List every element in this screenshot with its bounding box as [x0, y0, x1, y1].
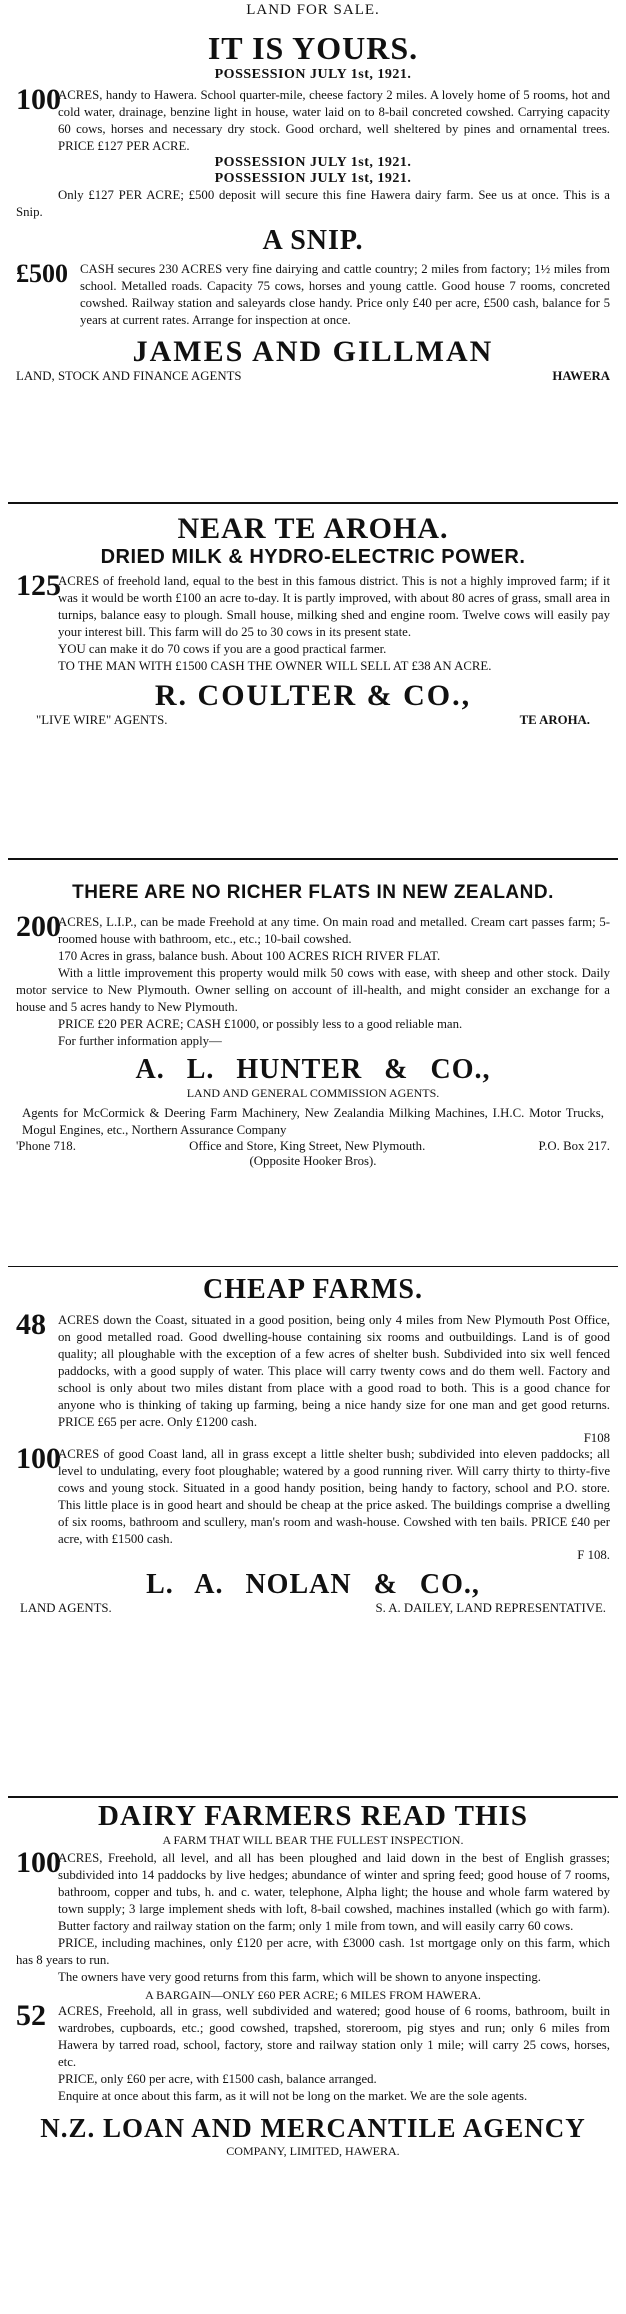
agent-footer — [16, 1601, 610, 1616]
ad-paragraph: 170 Acres in grass, balance bush. About 100 ACRES RICH RIVER FLAT. — [58, 949, 441, 963]
listing-number: 125 — [16, 569, 61, 602]
listing-text: ACRES, handy to Hawera. School quarter-mile, cheese factory 2 miles. A lovely home of 5 rooms, hot and cold water, drainage, benzine light in house, water laid on to 8-bail concreted cowshed. Carrying capacity 60 cows, horses and necessary dry stock. Good orchard, well sheltered by pines and ornamental trees. PRICE £127 PER ACRE. — [58, 88, 610, 153]
divider — [8, 1266, 618, 1267]
listing-100-acres — [16, 83, 610, 155]
ad-paragraph: For further information apply— — [58, 1034, 222, 1048]
ad-headline: DAIRY FARMERS READ THIS — [98, 1800, 528, 1832]
agent-name: N.Z. LOAN AND MERCANTILE AGENCY — [40, 2113, 586, 2143]
listing-text: ACRES, Freehold, all level, and all has been ploughed and laid down in the best of English grasses; subdivided into 14 paddocks by live hedges; abundance of winter and spring feed; good house of 7 rooms, bathroom, copper and tubs, h. and c. water, telephone, Alpha light; the house and whole farm watered by town supply; 3 large implement sheds with loft, 8-bail cowshed, machines installed (which go with farm). Butter factory and railway station on the farm; only 1 mile from town, and will easily carry 60 cows. — [58, 1851, 610, 1933]
possession-line: POSSESSION JULY 1st, 1921. — [214, 155, 412, 170]
ad-headline: NEAR TE AROHA. — [177, 512, 449, 545]
bargain-line: A BARGAIN—ONLY £60 PER ACRE; 6 MILES FROM HAWERA. — [145, 1988, 481, 2002]
agent-line: LAND AND GENERAL COMMISSION AGENTS. — [186, 1086, 440, 1100]
divider — [8, 502, 618, 504]
agent-name: L. A. NOLAN & CO., — [146, 1569, 480, 1600]
listing-number: 100 — [16, 1442, 61, 1475]
listing-text: ACRES, Freehold, all in grass, well subdivided and watered; good house of 6 rooms, bathroom, built in wardrobes, cupboards, etc.; good cowshed, trapshed, storeroom, pig styes and run; only 6 miles from Hawera by tarred road, school, factory, store and railway station only 1 mile; will carry 25 cows, horses, etc. — [58, 2004, 610, 2069]
divider — [8, 858, 618, 860]
ad-paragraph: The owners have very good returns from this farm, which will be shown to anyone inspecting. — [58, 1970, 541, 1984]
listing-ref: F 108. — [577, 1548, 610, 1562]
listing-text: ACRES down the Coast, situated in a good position, being only 4 miles from New Plymouth Post Office, on good metalled road. Good dwelling-house containing six rooms and outbuildings. Land is of good quality; all ploughable with the exception of a few acres of shelter bush. Subdivided into six well fenced paddocks, with a good supply of water. This place will carry twenty cows and do them well. Factory and school is only about two miles distant from place with a good road to both. This is a good chance for anyone who is thinking of taking up farming, being a nice handy size for one man and get good returns. PRICE £65 per acre. Only £1200 cash. — [58, 1313, 610, 1429]
listing-text: CASH secures 230 ACRES very fine dairying and cattle country; 2 miles from factory; 1½ miles from school. Metalled roads. Capacity 75 cows, horses and young cattle. Good house 7 rooms, concreted cowshed. Railway station and saleyards close handy. Price only £40 per acre, £500 cash, balance for 5 years at current rates. Arrange for inspection at once. — [80, 262, 610, 327]
ad-richer-flats — [0, 882, 626, 1169]
snip-headline: A SNIP. — [262, 225, 364, 256]
ad-headline: THERE ARE NO RICHER FLATS IN NEW ZEALAND. — [72, 882, 554, 903]
listing-ref: F108 — [583, 1431, 610, 1445]
agent-left: LAND AGENTS. — [20, 1601, 112, 1615]
agent-contact — [16, 1139, 610, 1154]
agent-name: A. L. HUNTER & CO., — [135, 1054, 491, 1085]
listing-125-acres — [16, 569, 610, 641]
ad-headline: CHEAP FARMS. — [203, 1274, 423, 1305]
po-box: P.O. Box 217. — [538, 1139, 610, 1153]
listing-text: ACRES of freehold land, equal to the best in this famous district. This is not a highly improved farm; if it was it would be worth £100 an acre to-day. It is partly improved, with about 80 acres of grass, small area in turnips, balance easy to plough. Small house, milking shed and engine room. Twelve cows will easily pay your interest bill. This farm will do 25 to 30 cows in its present state. — [58, 574, 610, 639]
ad-headline: IT IS YOURS. — [207, 30, 419, 66]
phone-number: 'Phone 718. — [16, 1139, 76, 1153]
ad-subhead: DRIED MILK & HYDRO-ELECTRIC POWER. — [100, 546, 526, 568]
listing-number: 52 — [16, 1999, 46, 2032]
ad-paragraph: PRICE £20 PER ACRE; CASH £1000, or possibly less to a good reliable man. — [58, 1017, 463, 1031]
agent-line: LAND, STOCK AND FINANCE AGENTS — [16, 369, 242, 383]
divider — [8, 1796, 618, 1798]
ad-closing-text: Only £127 PER ACRE; £500 deposit will secure this fine Hawera dairy farm. See us at once. This is a Snip. — [16, 188, 610, 219]
listing-text: ACRES, L.I.P., can be made Freehold at any time. On main road and metalled. Cream cart passes farm; 5-roomed house with bathroom, etc., etc.; 10-bail cowshed. — [58, 915, 610, 946]
ad-subhead: A FARM THAT WILL BEAR THE FULLEST INSPECTION. — [162, 1833, 464, 1847]
listing-200-acres — [16, 910, 610, 948]
listing-52-acres — [16, 1999, 610, 2071]
ad-it-is-yours — [0, 30, 626, 384]
ad-paragraph: With a little improvement this property would milk 50 cows with ease, with sheep and other stock. Daily motor service to New Plymouth. Owner selling on account of ill-health, and might consider an exchange for a house and 5 acres handy to New Plymouth. — [16, 966, 610, 1014]
opposite-note: (Opposite Hooker Bros). — [249, 1154, 377, 1168]
agent-tag: "LIVE WIRE" AGENTS. — [36, 713, 168, 727]
listing-500-cash — [16, 261, 610, 329]
listing-number: £500 — [16, 259, 68, 288]
agent-footer — [16, 713, 610, 728]
page-title: LAND FOR SALE. — [246, 2, 380, 18]
listing-text: ACRES of good Coast land, all in grass except a little shelter bush; subdivided into eleven paddocks; all level to undulating, every foot ploughable; watered by a good running river. Will carry thirty to thirty-five cows and young stock. Situated in a good handy position, being handy to factory, school and P.O. store. This little place is in good heart and should be cheap at the price asked. The buildings comprise a dwelling of six rooms, bathroom and scullery, man's room and wash-house. Cowshed with ten bails. PRICE £40 per acre, with £1500 cash. — [58, 1447, 610, 1546]
ad-cheap-farms — [0, 1274, 626, 1616]
listing-number: 48 — [16, 1308, 46, 1341]
agent-description: Agents for McCormick & Deering Farm Machinery, New Zealandia Milking Machines, I.H.C. Motor Trucks, Mogul Engines, etc., Northern Assurance Company — [22, 1106, 604, 1137]
listing-100-acres — [16, 1442, 610, 1548]
listing-number: 100 — [16, 83, 61, 116]
agent-line: COMPANY, LIMITED, HAWERA. — [226, 2144, 400, 2158]
listing-100-acres — [16, 1846, 610, 1935]
listing-number: 100 — [16, 1846, 61, 1879]
agent-name: JAMES AND GILLMAN — [132, 335, 494, 368]
agent-location: HAWERA — [552, 369, 610, 383]
office-address: Office and Store, King Street, New Plymouth. — [189, 1139, 426, 1153]
ad-extra: YOU can make it do 70 cows if you are a good practical farmer. — [58, 642, 387, 656]
listing-number: 200 — [16, 910, 61, 943]
ad-extra: TO THE MAN WITH £1500 CASH THE OWNER WILL SELL AT £38 AN ACRE. — [58, 659, 492, 673]
ad-dairy-farmers — [0, 1800, 626, 2159]
possession-line: POSSESSION JULY 1st, 1921. — [214, 67, 412, 82]
agent-location: TE AROHA. — [519, 713, 590, 727]
listing-48-acres — [16, 1308, 610, 1431]
ad-near-te-aroha — [0, 512, 626, 728]
ad-paragraph: Enquire at once about this farm, as it will not be long on the market. We are the sole agents. — [58, 2089, 528, 2103]
ad-paragraph: PRICE, only £60 per acre, with £1500 cash, balance arranged. — [58, 2072, 377, 2086]
possession-line: POSSESSION JULY 1st, 1921. — [214, 171, 412, 186]
agent-right: S. A. DAILEY, LAND REPRESENTATIVE. — [375, 1601, 606, 1615]
ad-paragraph: PRICE, including machines, only £120 per acre, with £3000 cash. 1st mortgage only on this farm, which has 8 years to run. — [16, 1936, 610, 1967]
agent-footer — [16, 369, 610, 384]
agent-name: R. COULTER & CO., — [154, 679, 472, 712]
